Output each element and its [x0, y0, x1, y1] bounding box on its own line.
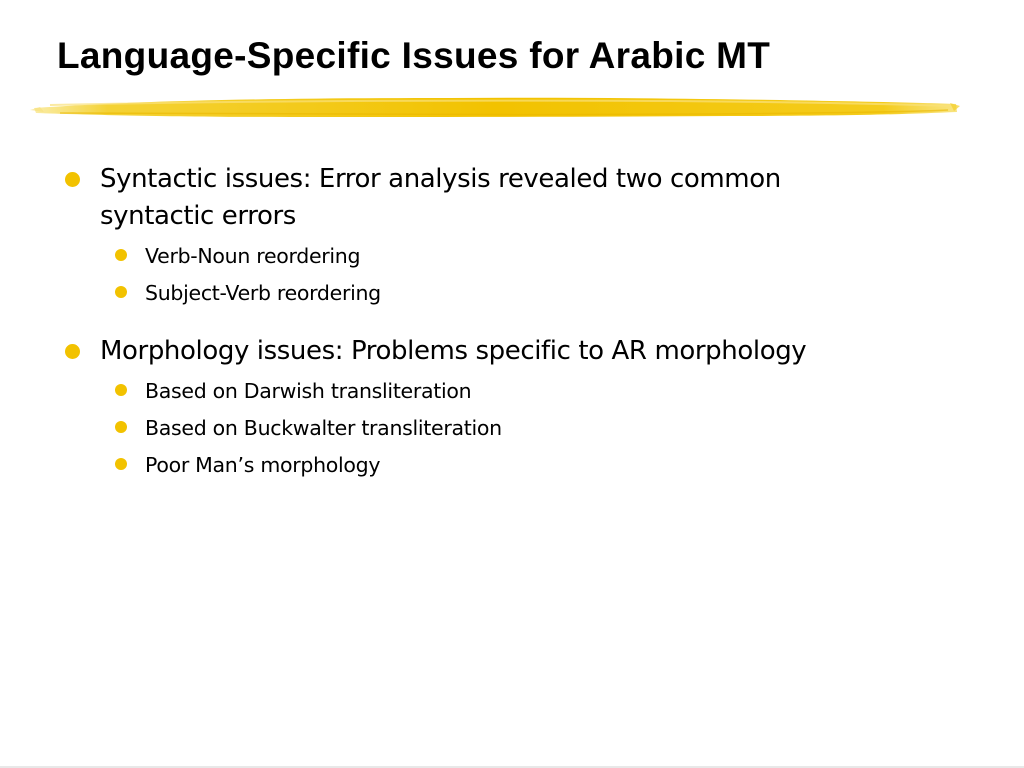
sub-bullet-2-1-text: Based on Darwish transliteration — [145, 379, 472, 403]
sub-bullet-1-1-text: Verb-Noun reordering — [145, 244, 361, 268]
sub-bullet-1-2-text: Subject-Verb reordering — [145, 281, 381, 305]
sub-bullet-dot-icon — [115, 286, 127, 298]
sub-bullet-dot-icon — [115, 458, 127, 470]
sub-bullet-dot-icon — [115, 249, 127, 261]
bullet-1-text-line2: syntactic errors — [100, 201, 296, 231]
sub-bullet-2-2-text: Based on Buckwalter transliteration — [145, 416, 502, 440]
slide-title: Language-Specific Issues for Arabic MT — [57, 35, 771, 76]
bullet-1-text-line1: Syntactic issues: Error analysis revealed two common — [100, 164, 781, 194]
sub-bullet-2-3-text: Poor Man’s morphology — [145, 453, 381, 477]
sub-bullet-dot-icon — [115, 384, 127, 396]
sub-bullet-dot-icon — [115, 421, 127, 433]
bullet-2-text-line1: Morphology issues: Problems specific to AR morphology — [100, 336, 807, 366]
bullet-dot-icon — [65, 172, 80, 187]
bullet-dot-icon — [65, 344, 80, 359]
